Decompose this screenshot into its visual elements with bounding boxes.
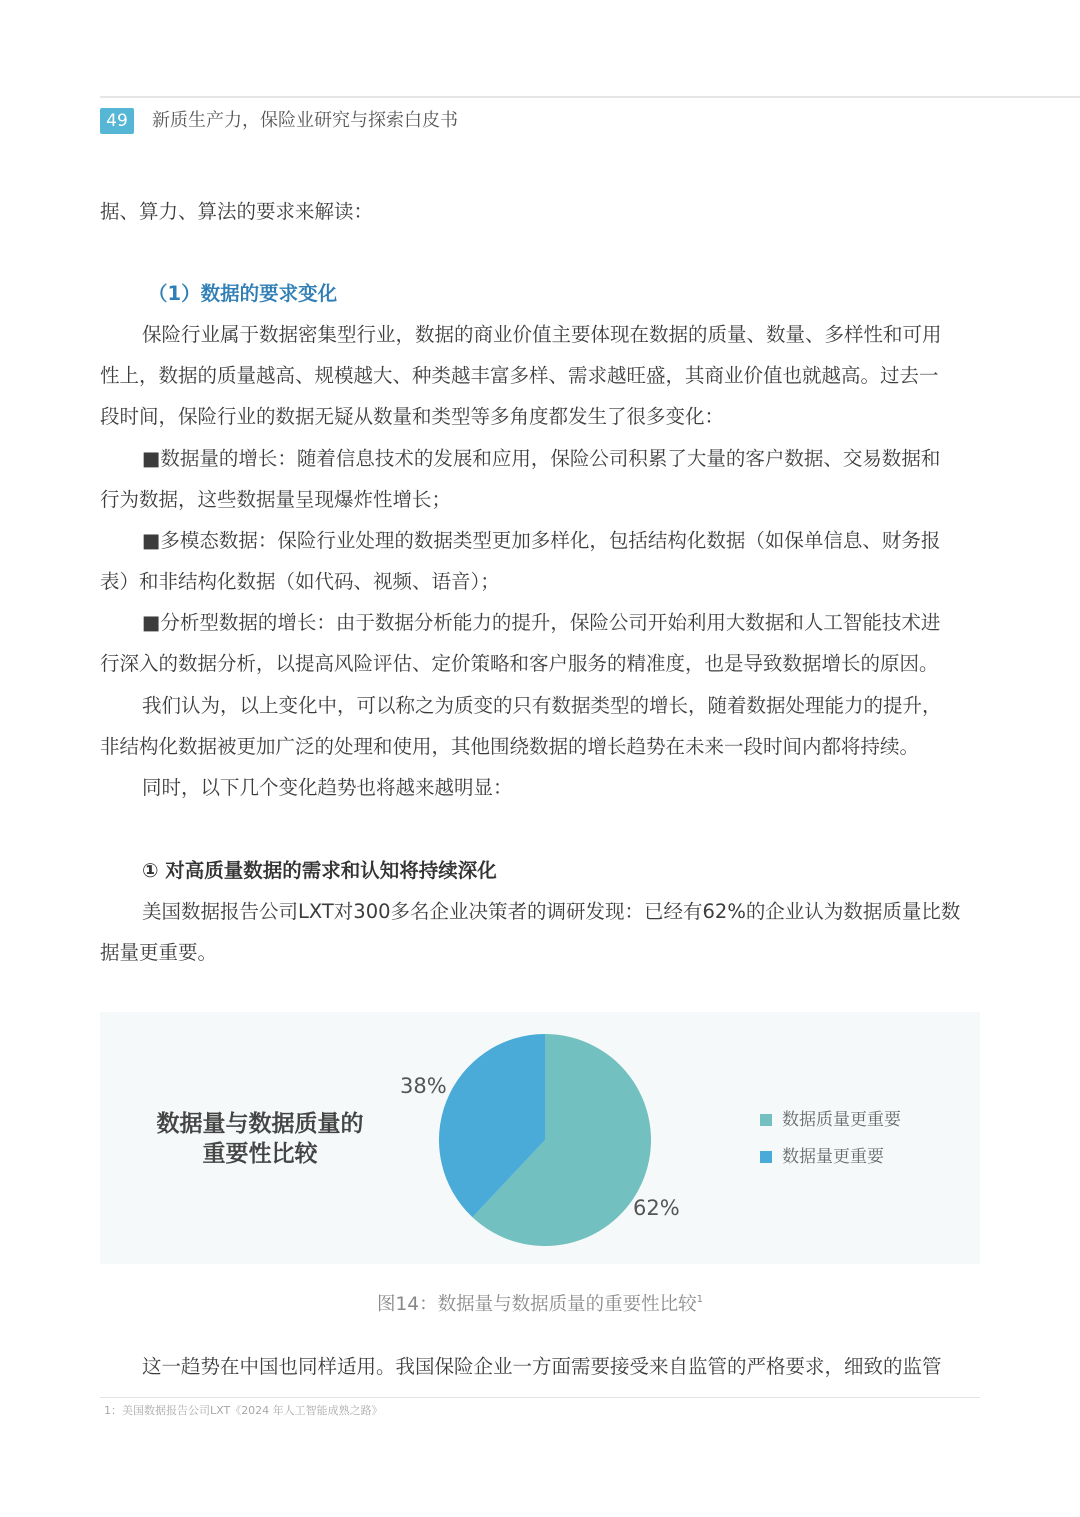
footnote-rule	[100, 1397, 980, 1398]
section-heading: （1）数据的要求变化	[148, 282, 338, 305]
legend-label: 数据量更重要	[782, 1147, 884, 1167]
bullet-line: 表）和非结构化数据（如代码、视频、语音）；	[100, 570, 500, 593]
footnote: 1：美国数据报告公司LXT《2024 年人工智能成熟之路》	[104, 1404, 383, 1417]
intro-line: 据、算力、算法的要求来解读：	[100, 200, 374, 223]
legend-label: 数据质量更重要	[782, 1110, 901, 1130]
bullet-line: ■分析型数据的增长：由于数据分析能力的提升，保险公司开始利用大数据和人工智能技术进	[142, 611, 941, 634]
footnote-marker: 1	[696, 1294, 703, 1305]
legend-swatch-quantity	[760, 1151, 772, 1163]
chart-title-line-2: 重要性比较	[202, 1141, 318, 1167]
bullet-line: ■数据量的增长：随着信息技术的发展和应用，保险公司积累了大量的客户数据、交易数据和	[142, 447, 941, 470]
paragraph-line: 我们认为，以上变化中，可以称之为质变的只有数据类型的增长，随着数据处理能力的提升，	[142, 694, 942, 717]
bullet-line: ■多模态数据：保险行业处理的数据类型更加多样化，包括结构化数据（如保单信息、财务报	[142, 529, 941, 552]
legend-item-quality	[760, 1109, 901, 1131]
paragraph-line: 非结构化数据被更加广泛的处理和使用，其他围绕数据的增长趋势在未来一段时间内都将持续。	[100, 735, 920, 758]
legend-item-quantity	[760, 1146, 884, 1168]
header-title: 新质生产力，保险业研究与探索白皮书	[152, 110, 458, 131]
bullet-line: 行为数据，这些数据量呈现爆炸性增长；	[100, 488, 452, 511]
figure-caption	[100, 1288, 980, 1317]
pie-chart	[430, 1025, 660, 1255]
paragraph-line: 美国数据报告公司LXT对300多名企业决策者的调研发现：已经有62%的企业认为数据质量比数	[142, 900, 961, 923]
paragraph-line: 这一趋势在中国也同样适用。我国保险企业一方面需要接受来自监管的严格要求，细致的监管	[142, 1355, 942, 1378]
paragraph-line: 性上，数据的质量越高、规模越大、种类越丰富多样、需求越旺盛，其商业价值也就越高。过去一	[100, 364, 939, 387]
legend-swatch-quality	[760, 1114, 772, 1126]
caption-text: 图14：数据量与数据质量的重要性比较	[377, 1294, 697, 1315]
sub-heading: ① 对高质量数据的需求和认知将持续深化	[142, 859, 497, 882]
paragraph-line: 段时间，保险行业的数据无疑从数量和类型等多角度都发生了很多变化：	[100, 405, 725, 428]
pie-label-quality: 62%	[633, 1196, 680, 1220]
chart-title-line-1: 数据量与数据质量的	[156, 1111, 364, 1137]
paragraph-line: 据量更重要。	[100, 941, 218, 964]
page-number-badge: 49	[100, 108, 134, 134]
bullet-line: 行深入的数据分析，以提高风险评估、定价策略和客户服务的精准度，也是导致数据增长的原因。	[100, 652, 939, 675]
paragraph-line: 同时，以下几个变化趋势也将越来越明显：	[142, 776, 513, 799]
pie-label-quantity: 38%	[400, 1074, 447, 1098]
paragraph-line: 保险行业属于数据密集型行业，数据的商业价值主要体现在数据的质量、数量、多样性和可用	[142, 323, 942, 346]
header-rule	[100, 96, 1080, 98]
